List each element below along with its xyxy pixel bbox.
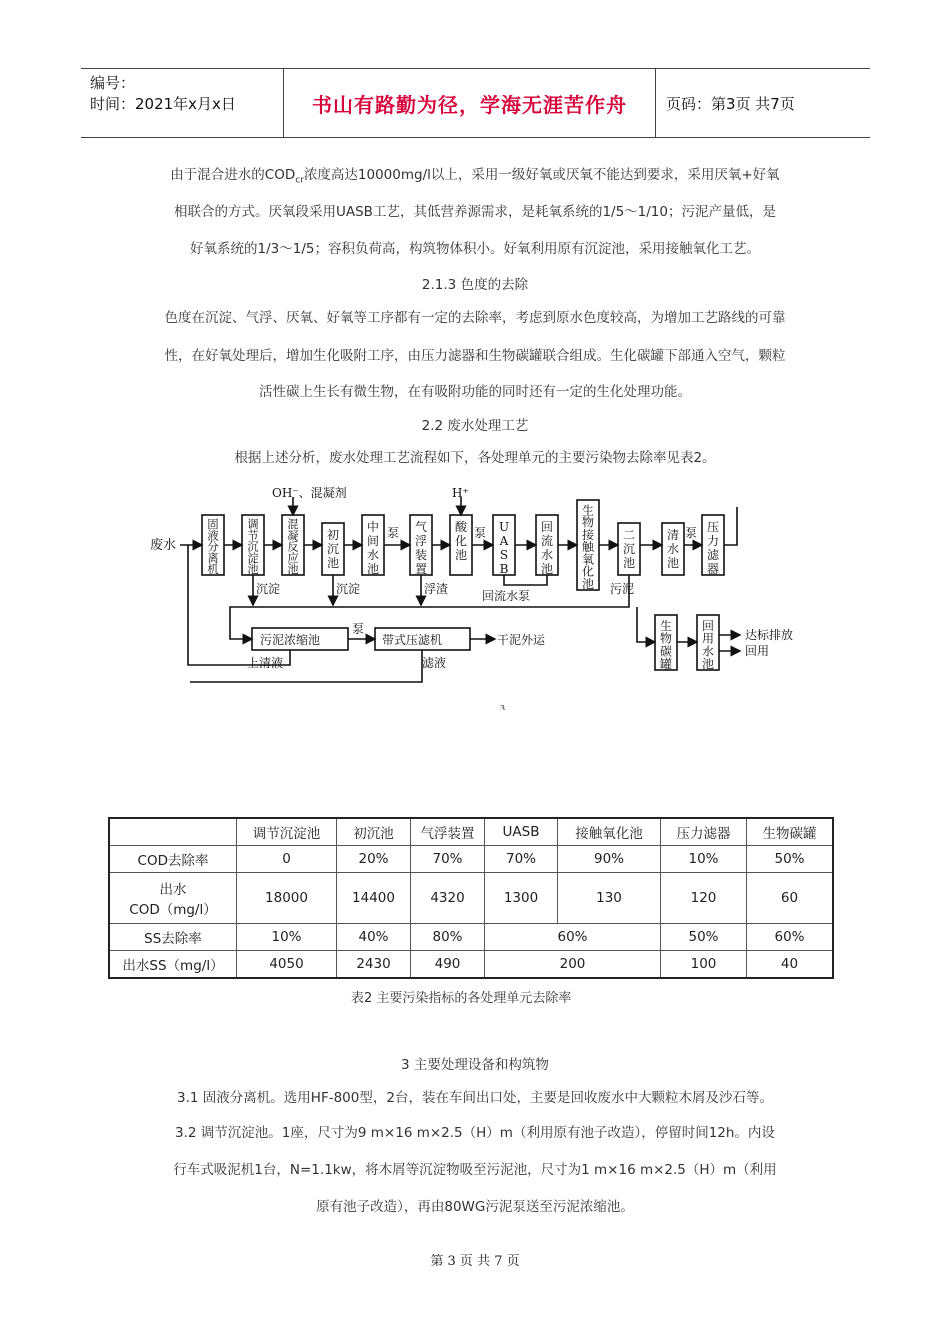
pump-label-1: 泵 xyxy=(387,526,400,540)
table-row xyxy=(109,846,833,873)
pump-label-4: 泵 xyxy=(352,622,365,636)
unit-label-char: 气 xyxy=(414,520,428,534)
sludge-label-2: 沉淀 xyxy=(336,582,361,596)
table-cell: 70% xyxy=(485,846,558,873)
paragraph-7: 根据上述分析，废水处理工艺流程如下，各处理单元的主要污染物去除率见表2。 xyxy=(234,450,716,466)
paragraph-1: 由于混合进水的$COD_{cr}$浓度高达10000mg/l以上，采用一级好氧或厌氧不能达到要求，采用厌氧+好氧 xyxy=(170,167,780,186)
unit-label-char: 水 xyxy=(366,548,380,562)
unit-label-char: 水 xyxy=(666,542,680,556)
unit-label-char: 物 xyxy=(659,631,673,646)
unit-label-char: 沉 xyxy=(247,540,259,554)
unit-label-char: 池 xyxy=(540,562,554,576)
process-flow-diagram xyxy=(140,485,830,710)
unit-label-char: 机 xyxy=(207,563,219,576)
unit-label-char: 沉 xyxy=(326,542,340,556)
unit-label-char: 水 xyxy=(540,548,554,562)
table-caption: 表2 主要污染指标的各处理单元去除率 xyxy=(351,991,572,1006)
scum-label: 浮渣 xyxy=(424,582,449,596)
unit-label-char: 反 xyxy=(287,540,299,554)
section-3-2-line-1: 3.2 调节沉淀池。1座，尺寸为9 m×16 m×2.5（H）m（利用原有池子改造），停留时间12h。内设 xyxy=(175,1125,775,1141)
unit-label-char: 化 xyxy=(454,534,468,548)
table-cell: 20% xyxy=(337,846,411,873)
paragraph-6: 活性碳上生长有微生物，在有吸附功能的同时还有一定的生化处理功能。 xyxy=(259,384,691,400)
dry-sludge-label: 干泥外运 xyxy=(497,633,546,647)
unit-label-char: 池 xyxy=(287,563,299,576)
table-header-cell: 调节沉淀池 xyxy=(237,818,337,846)
unit-label-char: 滤 xyxy=(706,548,720,562)
table-cell: 50% xyxy=(661,924,747,951)
unit-label-char: 淀 xyxy=(247,551,259,565)
unit-label-char: 二 xyxy=(622,528,636,542)
unit-label-char: 池 xyxy=(454,548,468,562)
reuse-label: 回用 xyxy=(745,644,770,658)
unit-label-char: 节 xyxy=(247,529,259,543)
unit-label-char: A xyxy=(499,534,509,548)
removal-rate-table xyxy=(108,817,834,979)
table-cell: 1300 xyxy=(485,873,558,924)
paragraph-2: 相联合的方式。厌氧段采用UASB工艺，其低营养源需求，是耗氧系统的1/5～1/10；污泥产量低，是 xyxy=(174,204,776,220)
table-cell: 40 xyxy=(747,951,834,979)
table-cell: 80% xyxy=(411,924,485,951)
unit-label-char: 池 xyxy=(247,563,259,576)
unit-label-char: 触 xyxy=(581,540,595,555)
table-cell: 10% xyxy=(237,924,337,951)
header-table xyxy=(81,68,870,138)
unit-label-char: 清 xyxy=(666,528,680,542)
unit-label-char: 生 xyxy=(659,618,673,633)
unit-label-char: 间 xyxy=(366,534,380,548)
table-cell: 100 xyxy=(661,951,747,979)
row-label: COD去除率 xyxy=(109,846,237,873)
header-motto: 书山有路勤为径，学海无涯苦作舟 xyxy=(284,69,656,137)
unit-label-char: 力 xyxy=(706,534,720,548)
table-cell: 2430 xyxy=(337,951,411,979)
table-header-cell: 压力滤器 xyxy=(661,818,747,846)
unit-label-char: 分 xyxy=(207,540,219,554)
unit-label-char: 接 xyxy=(581,527,595,542)
unit-label-char: 罐 xyxy=(659,657,673,671)
table-header-cell: 气浮装置 xyxy=(411,818,485,846)
pump-label-2: 泵 xyxy=(474,526,487,540)
table-cell: 120 xyxy=(661,873,747,924)
inflow-label: 废水 xyxy=(150,538,177,553)
row-label: 出水 COD（mg/l） xyxy=(109,873,237,924)
unit-label-char: 固 xyxy=(207,518,219,532)
table-cell: 18000 xyxy=(237,873,337,924)
unit-label-char: 回 xyxy=(701,618,715,633)
unit-label-char: 池 xyxy=(326,556,340,570)
unit-label-char: 物 xyxy=(581,515,595,530)
table-row xyxy=(109,924,833,951)
table-cell: 4050 xyxy=(237,951,337,979)
table-cell: 490 xyxy=(411,951,485,979)
unit-label-char: 氧 xyxy=(581,552,595,567)
table-cell: 90% xyxy=(558,846,661,873)
table-cell: 70% xyxy=(411,846,485,873)
table-cell: 60 xyxy=(747,873,834,924)
table-row xyxy=(109,951,833,979)
unit-label-char: 沉 xyxy=(622,542,636,556)
unit-label-char: 混 xyxy=(287,518,299,532)
unit-label-char: 装 xyxy=(414,548,428,562)
unit-label-char: 压 xyxy=(706,520,720,534)
table-cell: 60% xyxy=(747,924,834,951)
table-row xyxy=(109,873,833,924)
unit-label-char: 离 xyxy=(207,551,219,565)
table-header-cell: 初沉池 xyxy=(337,818,411,846)
thickener-label: 污泥浓缩池 xyxy=(260,633,321,647)
sludge-label-1: 沉淀 xyxy=(256,582,281,596)
row-label: SS去除率 xyxy=(109,924,237,951)
header-page: 页码：第3页 共7页 xyxy=(666,94,795,113)
unit-label-char: 池 xyxy=(581,577,595,591)
section-3-2-line-2: 行车式吸泥机1台，N=1.1kw，将木屑等沉淀物吸至污泥池，尺寸为1 m×16 m×2.5（H）m（利用 xyxy=(173,1162,777,1178)
unit-label-char: S xyxy=(499,548,509,562)
unit-label-char: 中 xyxy=(366,520,380,534)
unit-label-char: 池 xyxy=(701,657,715,671)
discharge-label: 达标排放 xyxy=(745,628,794,642)
row-label: 出水SS（mg/l） xyxy=(109,951,237,979)
paragraph-5: 性，在好氧处理后，增加生化吸附工序，由压力滤器和生物碳罐联合组成。生化碳罐下部通入空气，颗粒 xyxy=(164,348,786,364)
unit-label-char: 化 xyxy=(581,564,595,579)
table-header-cell: 生物碳罐 xyxy=(747,818,834,846)
unit-label-char: 器 xyxy=(706,562,720,576)
unit-label-char: 液 xyxy=(207,529,219,543)
unit-label-char: 池 xyxy=(622,556,636,570)
reagent-1-label: OH⁻、混凝剂 xyxy=(272,486,347,500)
sludge-label-3: 污泥 xyxy=(610,582,635,596)
table-cell: 60% xyxy=(485,924,661,951)
paragraph-4: 色度在沉淀、气浮、厌氧、好氧等工序都有一定的去除率，考虑到原水色度较高，为增加工艺路线的可靠 xyxy=(164,310,786,326)
supernatant-label: 上清液 xyxy=(247,656,284,670)
unit-label-char: 调 xyxy=(247,518,259,532)
unit-label-char: 置 xyxy=(414,562,428,576)
table-cell: 10% xyxy=(661,846,747,873)
filtrate-label: 滤液 xyxy=(422,656,447,670)
header-meta xyxy=(81,69,284,137)
table-cell: 130 xyxy=(558,873,661,924)
unit-label-char: 初 xyxy=(326,528,340,542)
section-3-title: 3 主要处理设备和构筑物 xyxy=(401,1057,549,1073)
unit-label-char: 流 xyxy=(540,534,554,548)
unit-label-char: 池 xyxy=(366,562,380,576)
unit-label-char: 回 xyxy=(540,520,554,534)
section-3-2-line-3: 原有池子改造），再由80WG污泥泵送至污泥浓缩池。 xyxy=(316,1199,634,1215)
unit-label-char: 水 xyxy=(701,644,715,659)
unit-label-char: 池 xyxy=(666,556,680,570)
table-cell: 14400 xyxy=(337,873,411,924)
table-header-cell xyxy=(109,818,237,846)
table-cell: 50% xyxy=(747,846,834,873)
number-label: 编号： xyxy=(90,74,136,92)
paragraph-3: 好氧系统的1/3～1/5；容积负荷高，构筑物体积小。好氧利用原有沉淀池，采用接触氧化工艺。 xyxy=(190,241,760,257)
reagent-2-label: H⁺ xyxy=(452,486,469,500)
table-header-row xyxy=(109,818,833,846)
time-label: 时间：2021年x月x日 xyxy=(90,95,236,113)
unit-label-char: 应 xyxy=(287,551,299,565)
unit-label-char: 浮 xyxy=(414,534,428,548)
unit-label-char: 碳 xyxy=(659,644,673,659)
unit-label-char: B xyxy=(499,562,509,576)
table-cell: 40% xyxy=(337,924,411,951)
press-label: 带式压滤机 xyxy=(382,633,443,647)
table-header-cell: UASB xyxy=(485,818,558,846)
heading-2-1-3: 2.1.3 色度的去除 xyxy=(421,277,529,293)
table-cell: 4320 xyxy=(411,873,485,924)
table-cell: 200 xyxy=(485,951,661,979)
unit-label-char: 酸 xyxy=(454,520,468,534)
unit-label-char: U xyxy=(498,520,510,534)
pump-label-3: 泵 xyxy=(685,526,698,540)
page-mark: 3 xyxy=(500,704,506,710)
table-cell: 0 xyxy=(237,846,337,873)
unit-label-char: 生 xyxy=(581,503,595,518)
table-header-cell: 接触氧化池 xyxy=(558,818,661,846)
heading-2-2: 2.2 废水处理工艺 xyxy=(421,418,529,434)
unit-label-char: 凝 xyxy=(287,529,299,543)
return-pump-label: 回流水泵 xyxy=(482,589,531,603)
unit-label-char: 用 xyxy=(701,631,715,646)
section-3-1: 3.1 固液分离机。选用HF-800型，2台，装在车间出口处，主要是回收废水中大颗粒木屑及沙石等。 xyxy=(177,1090,773,1106)
page-footer: 第 3 页 共 7 页 xyxy=(430,1254,520,1269)
